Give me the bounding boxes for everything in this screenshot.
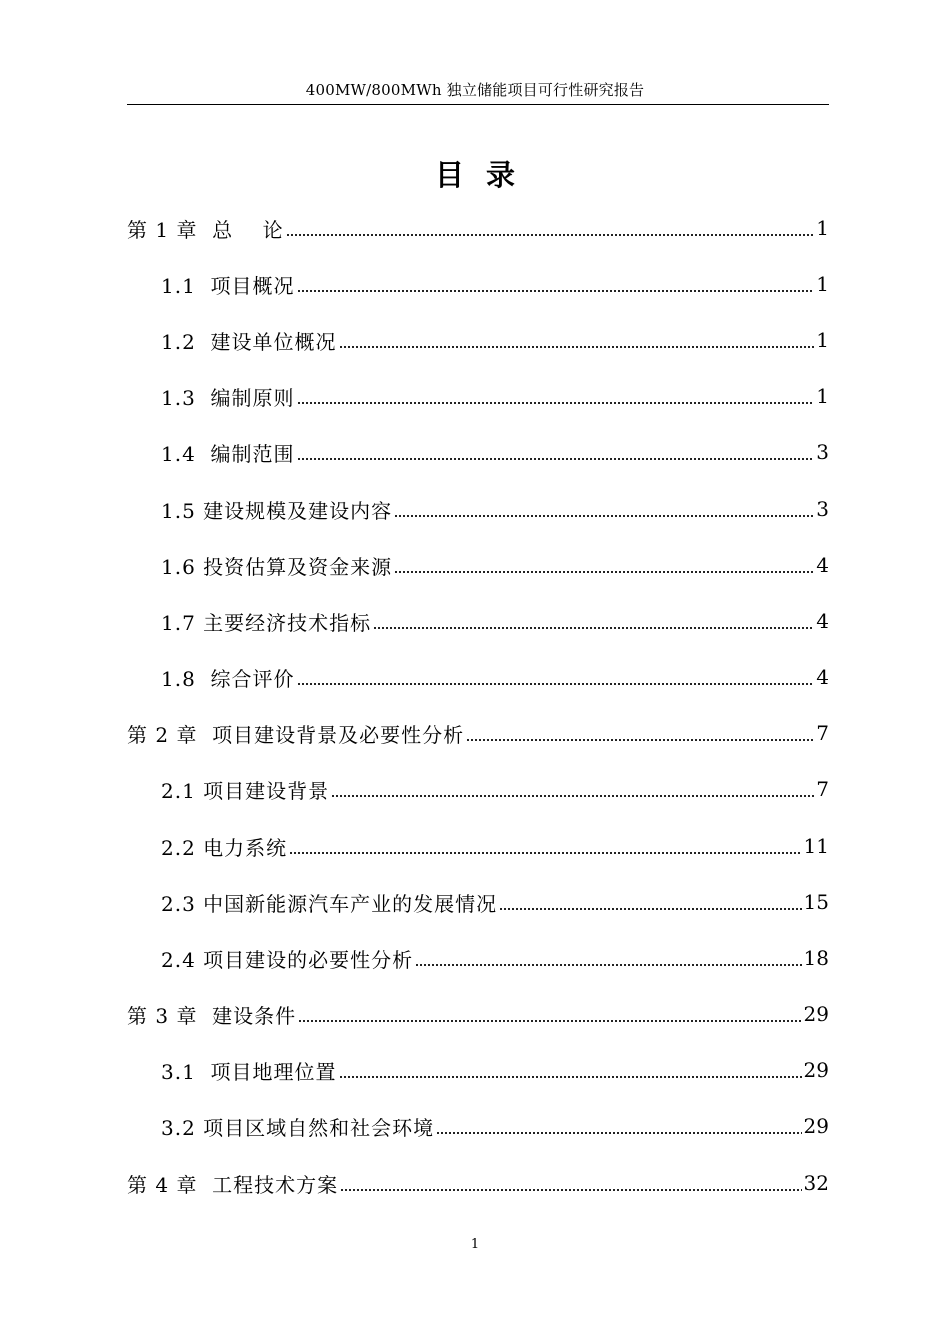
toc-entry[interactable] [161,545,829,585]
toc-entry[interactable] [161,489,829,529]
toc-entry[interactable] [161,657,829,697]
toc-entry-page: 1 [816,216,829,240]
toc-entry-page: 1 [816,328,829,352]
toc-entry-page: 11 [803,834,829,858]
toc-entry[interactable] [161,601,829,641]
toc-dot-leader [394,514,814,518]
toc-entry-page: 29 [803,1114,829,1138]
toc-dot-leader [339,1075,802,1079]
toc-entry-label: 1.1 项目概况 [161,273,295,298]
header-divider [127,104,829,105]
toc-dot-leader [286,233,815,237]
running-header: 400MW/800MWh 独立储能项目可行性研究报告 [305,81,645,99]
toc-entry[interactable] [161,769,829,809]
toc-dot-leader [499,907,801,911]
toc-entry[interactable] [161,938,829,978]
page-number: 1 [470,1237,480,1252]
toc-entry-label: 3.2 项目区域自然和社会环境 [161,1115,435,1140]
toc-entry-label: 第 1 章 总 论 [127,217,284,242]
toc-dot-leader [298,1019,801,1023]
toc-dot-leader [297,401,815,405]
toc-dot-leader [466,738,814,742]
toc-dot-leader [373,626,814,630]
toc-entry-page: 1 [816,272,829,296]
toc-entry-page: 4 [816,665,829,689]
toc-entry-label: 1.4 编制范围 [161,441,295,466]
toc-entry[interactable] [161,432,829,472]
toc-entry[interactable] [127,994,829,1034]
toc-entry-label: 2.3 中国新能源汽车产业的发展情况 [161,891,498,916]
toc-dot-leader [331,794,814,798]
toc-entry-label: 3.1 项目地理位置 [161,1059,337,1084]
toc-dot-leader [297,682,815,686]
toc-entry-page: 29 [803,1058,829,1082]
toc-entry[interactable] [161,1050,829,1090]
toc-dot-leader [297,289,815,293]
toc-entry-page: 15 [803,890,829,914]
toc-entry-label: 1.2 建设单位概况 [161,329,337,354]
toc-entry-page: 18 [803,946,829,970]
toc-entry-label: 1.8 综合评价 [161,666,295,691]
toc-entry-label: 1.5 建设规模及建设内容 [161,498,393,523]
toc-entry-page: 7 [816,777,829,801]
toc-entry[interactable] [161,376,829,416]
toc-entry-label: 2.4 项目建设的必要性分析 [161,947,414,972]
toc-entry[interactable] [127,1163,829,1203]
toc-entry[interactable] [161,264,829,304]
toc-entry-page: 4 [816,609,829,633]
toc-dot-leader [394,570,814,574]
toc-entry[interactable] [127,208,829,248]
toc-entry[interactable] [161,882,829,922]
toc-entry-label: 1.6 投资估算及资金来源 [161,554,393,579]
toc-entry-label: 第 3 章 建设条件 [127,1003,297,1028]
toc-entry-page: 3 [816,497,829,521]
toc-dot-leader [415,963,801,967]
toc-entry-label: 1.7 主要经济技术指标 [161,610,372,635]
toc-entry-label: 第 2 章 项目建设背景及必要性分析 [127,722,465,747]
toc-entry-page: 4 [816,553,829,577]
toc-entry[interactable] [127,713,829,753]
toc-dot-leader [297,457,815,461]
toc-dot-leader [340,1188,801,1192]
toc-entry-page: 1 [816,384,829,408]
toc-entry-label: 1.3 编制原则 [161,385,295,410]
toc-dot-leader [436,1131,801,1135]
toc-entry-page: 7 [816,721,829,745]
toc-entry-label: 2.1 项目建设背景 [161,778,330,803]
toc-dot-leader [289,851,801,855]
toc-entry-page: 3 [816,440,829,464]
toc-title: 目录 [434,158,537,192]
toc-entry-page: 29 [803,1002,829,1026]
toc-entry-label: 2.2 电力系统 [161,835,288,860]
toc-entry[interactable] [161,320,829,360]
toc-entry[interactable] [161,826,829,866]
toc-entry-label: 第 4 章 工程技术方案 [127,1172,339,1197]
toc-entry-page: 32 [803,1171,829,1195]
toc-entry[interactable] [161,1106,829,1146]
toc-dot-leader [339,345,815,349]
